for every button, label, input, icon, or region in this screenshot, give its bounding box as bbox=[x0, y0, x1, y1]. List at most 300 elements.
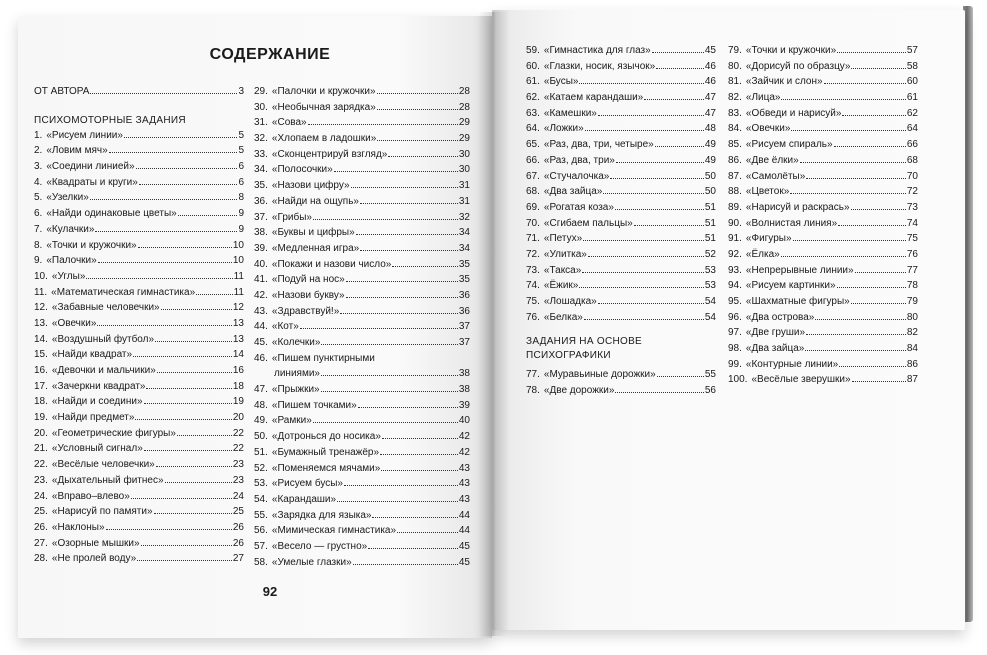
entry-text: «Шахматные фигуры» bbox=[745, 296, 850, 307]
entry-number: 5. bbox=[34, 192, 43, 204]
toc-entry[interactable] bbox=[728, 169, 918, 185]
toc-entry[interactable] bbox=[254, 429, 470, 445]
entry-page: 80 bbox=[906, 311, 918, 323]
entry-number: 96. bbox=[728, 311, 742, 323]
leader-dots bbox=[300, 328, 458, 329]
leader-dots bbox=[851, 303, 906, 304]
entry-page: 25 bbox=[232, 506, 244, 518]
entry-page: 11 bbox=[233, 270, 244, 282]
toc-entry[interactable] bbox=[728, 90, 918, 106]
toc-entry[interactable] bbox=[254, 445, 470, 461]
entry-number: 58. bbox=[254, 556, 268, 568]
toc-entry[interactable] bbox=[728, 357, 918, 373]
leader-dots bbox=[337, 501, 458, 502]
entry-page: 50 bbox=[704, 170, 716, 182]
entry-number: 8. bbox=[34, 239, 43, 251]
toc-entry[interactable] bbox=[728, 153, 918, 169]
leader-dots bbox=[124, 137, 237, 138]
leader-dots bbox=[133, 356, 232, 357]
entry-text: «Зачеркни квадрат» bbox=[51, 380, 146, 392]
toc-entry[interactable] bbox=[254, 508, 470, 524]
toc-entry[interactable] bbox=[254, 257, 470, 273]
entry-page: 44 bbox=[458, 525, 470, 537]
toc-entry[interactable] bbox=[254, 272, 470, 288]
entry-text: «Буквы и цифры» bbox=[271, 227, 355, 239]
toc-entry[interactable] bbox=[254, 288, 470, 304]
toc-entry[interactable] bbox=[728, 294, 918, 310]
entry-number: 2. bbox=[34, 145, 43, 157]
toc-entry[interactable] bbox=[728, 372, 918, 388]
entry-page: 43 bbox=[458, 493, 470, 505]
entry-page: 53 bbox=[704, 264, 716, 276]
entry-text: «Найди квадрат» bbox=[51, 349, 133, 361]
toc-entry[interactable] bbox=[34, 473, 244, 489]
entry-number: 74. bbox=[526, 280, 540, 292]
entry-page: 52 bbox=[704, 248, 716, 260]
toc-entry[interactable] bbox=[34, 206, 244, 222]
entry-number: 4. bbox=[34, 176, 43, 188]
toc-entry[interactable] bbox=[728, 184, 918, 200]
entry-page: 55 bbox=[704, 369, 716, 381]
entry-page: 43 bbox=[458, 462, 470, 474]
entry-text: «Не пролей воду» bbox=[51, 553, 137, 565]
entry-text: «Здравствуй!» bbox=[271, 305, 340, 317]
toc-entry[interactable] bbox=[34, 175, 244, 191]
toc-entry[interactable] bbox=[34, 332, 244, 348]
leader-dots bbox=[165, 482, 232, 483]
toc-entry[interactable] bbox=[254, 241, 470, 257]
leader-dots bbox=[368, 548, 458, 549]
toc-entry[interactable] bbox=[254, 382, 470, 398]
entry-page: 16 bbox=[232, 365, 244, 376]
leader-dots bbox=[135, 419, 231, 420]
entry-number: 57. bbox=[254, 540, 268, 552]
leader-dots bbox=[585, 130, 704, 131]
entry-text: «Зарядка для языка» bbox=[271, 509, 372, 521]
entry-number: 100. bbox=[728, 374, 748, 386]
toc-entry[interactable] bbox=[254, 319, 470, 335]
toc-entry[interactable] bbox=[34, 457, 244, 473]
leader-dots bbox=[141, 545, 232, 546]
toc-entry[interactable] bbox=[728, 310, 918, 326]
entry-text: «Ложки» bbox=[543, 123, 584, 135]
page-number: 92 bbox=[262, 584, 278, 599]
leader-dots bbox=[603, 193, 704, 194]
entry-page: 38 bbox=[458, 384, 470, 396]
toc-entry[interactable] bbox=[728, 200, 918, 216]
leader-dots bbox=[353, 564, 458, 565]
leader-dots bbox=[615, 392, 703, 393]
entry-number: 6. bbox=[34, 208, 43, 220]
entry-page: 72 bbox=[906, 186, 918, 198]
toc-entry[interactable] bbox=[34, 536, 244, 552]
toc-entry[interactable] bbox=[526, 247, 716, 263]
entry-number: 66. bbox=[526, 154, 540, 166]
entry-page: 45 bbox=[458, 556, 470, 568]
toc-entry[interactable] bbox=[526, 216, 716, 232]
toc-entry[interactable] bbox=[526, 137, 716, 153]
toc-entry[interactable] bbox=[254, 147, 470, 163]
entry-text: «Назови букву» bbox=[271, 289, 345, 301]
toc-entry[interactable] bbox=[34, 159, 244, 175]
entry-page: 36 bbox=[458, 289, 470, 301]
toc-entry[interactable] bbox=[34, 285, 244, 301]
toc-entry[interactable] bbox=[728, 278, 918, 294]
entry-text: «Ёжик» bbox=[543, 280, 579, 292]
entry-number: 3. bbox=[34, 161, 43, 173]
toc-entry[interactable] bbox=[254, 413, 470, 429]
leader-dots bbox=[346, 297, 458, 298]
entry-page: 78 bbox=[906, 280, 918, 292]
toc-entry[interactable] bbox=[526, 200, 716, 216]
toc-entry[interactable] bbox=[526, 278, 716, 294]
entry-text: «Катаем карандаши» bbox=[543, 92, 644, 104]
toc-entry[interactable] bbox=[254, 194, 470, 210]
leader-dots bbox=[97, 325, 231, 326]
leader-dots bbox=[652, 52, 704, 53]
leader-dots bbox=[136, 168, 238, 169]
leader-dots bbox=[616, 162, 704, 163]
entry-text: «Бумажный тренажёр» bbox=[271, 446, 380, 458]
entry-text: «Весело — грустно» bbox=[271, 540, 368, 552]
entry-text: «Контурные линии» bbox=[745, 358, 839, 370]
toc-entry[interactable] bbox=[254, 461, 470, 477]
entry-page: 73 bbox=[906, 201, 918, 213]
entry-number: 33. bbox=[254, 148, 268, 160]
leader-dots bbox=[824, 83, 906, 84]
entry-text: «Рисуем линии» bbox=[46, 129, 123, 141]
entry-number: 80. bbox=[728, 60, 742, 72]
entry-page: 49 bbox=[704, 139, 716, 151]
entry-page: 28 bbox=[458, 101, 470, 113]
entry-page: 9 bbox=[238, 223, 244, 235]
entry-page: 38 bbox=[458, 368, 470, 380]
entry-page: 42 bbox=[458, 446, 470, 458]
entry-number: 64. bbox=[526, 123, 540, 135]
toc-entry[interactable] bbox=[526, 169, 716, 185]
leader-dots bbox=[196, 294, 232, 295]
toc-entry[interactable] bbox=[34, 190, 244, 206]
entry-number: 68. bbox=[526, 186, 540, 198]
entry-number: 62. bbox=[526, 92, 540, 104]
toc-entry[interactable] bbox=[34, 489, 244, 505]
toc-entry[interactable] bbox=[728, 137, 918, 153]
toc-entry[interactable] bbox=[728, 341, 918, 357]
leader-dots bbox=[137, 560, 232, 561]
section-heading: ПСИХОМОТОРНЫЕ ЗАДАНИЯ bbox=[34, 114, 186, 126]
entry-page: 51 bbox=[704, 217, 716, 229]
toc-list bbox=[526, 367, 716, 398]
entry-text: «Улитка» bbox=[543, 248, 587, 260]
leader-dots bbox=[109, 152, 238, 153]
toc-entry[interactable] bbox=[728, 43, 918, 59]
leader-dots bbox=[851, 209, 906, 210]
toc-entry[interactable] bbox=[254, 523, 470, 539]
toc-column-3 bbox=[526, 43, 716, 399]
toc-entry[interactable] bbox=[34, 143, 244, 159]
toc-entry[interactable] bbox=[254, 398, 470, 414]
toc-entry[interactable] bbox=[254, 492, 470, 508]
entry-number: 19. bbox=[34, 412, 48, 424]
entry-text: «Полосочки» bbox=[271, 164, 333, 176]
toc-list bbox=[34, 128, 244, 567]
leader-dots bbox=[388, 156, 458, 157]
entry-text: «Рисуем картинки» bbox=[745, 280, 836, 292]
toc-entry[interactable] bbox=[254, 225, 470, 241]
toc-entry[interactable] bbox=[34, 520, 244, 536]
toc-entry[interactable] bbox=[728, 231, 918, 247]
toc-entry[interactable] bbox=[728, 263, 918, 279]
toc-entry[interactable] bbox=[254, 115, 470, 131]
toc-entry[interactable] bbox=[254, 555, 470, 571]
entry-text: «Две груши» bbox=[745, 327, 806, 339]
entry-text: «Раз, два, три» bbox=[543, 154, 615, 166]
entry-number: 93. bbox=[728, 264, 742, 276]
entry-number: 42. bbox=[254, 289, 268, 301]
toc-entry[interactable] bbox=[728, 74, 918, 90]
toc-entry[interactable] bbox=[728, 59, 918, 75]
leader-dots bbox=[90, 199, 238, 200]
entry-number: 72. bbox=[526, 248, 540, 260]
entry-text: «Мимическая гимнастика» bbox=[271, 525, 397, 537]
entry-number: 13. bbox=[34, 317, 48, 329]
toc-entry[interactable] bbox=[526, 231, 716, 247]
leader-dots bbox=[381, 470, 458, 471]
leader-dots bbox=[838, 225, 906, 226]
toc-entry[interactable] bbox=[526, 121, 716, 137]
toc-entry-46[interactable] bbox=[254, 351, 470, 382]
toc-entry[interactable] bbox=[34, 316, 244, 332]
entry-number: 44. bbox=[254, 321, 268, 333]
entry-number: 50. bbox=[254, 431, 268, 443]
entry-text: «Бусы» bbox=[543, 76, 579, 88]
entry-page: 44 bbox=[458, 509, 470, 521]
entry-number: 56. bbox=[254, 525, 268, 537]
entry-number: 92. bbox=[728, 248, 742, 260]
toc-entry[interactable] bbox=[254, 304, 470, 320]
entry-text: «Покажи и назови число» bbox=[271, 258, 392, 270]
toc-entry[interactable] bbox=[34, 441, 244, 457]
entry-number: 63. bbox=[526, 107, 540, 119]
toc-entry[interactable] bbox=[254, 131, 470, 147]
leader-dots bbox=[340, 313, 458, 314]
entry-number: 88. bbox=[728, 186, 742, 198]
leader-dots bbox=[582, 272, 704, 273]
toc-entry[interactable] bbox=[526, 74, 716, 90]
entry-text: «Овечки» bbox=[51, 317, 97, 329]
entry-number: 28. bbox=[34, 553, 48, 565]
entry-page: 49 bbox=[704, 154, 716, 166]
entry-page: 39 bbox=[458, 399, 470, 411]
toc-list bbox=[728, 43, 918, 388]
toc-entry[interactable] bbox=[34, 238, 244, 254]
toc-entry[interactable] bbox=[254, 100, 470, 116]
entry-number: 31. bbox=[254, 117, 268, 129]
page-title: СОДЕРЖАНИЕ bbox=[209, 46, 331, 63]
leader-dots bbox=[805, 350, 906, 351]
leader-dots bbox=[584, 319, 704, 320]
toc-entry[interactable] bbox=[34, 253, 244, 269]
entry-text: «Назови цифру» bbox=[271, 180, 350, 192]
toc-entry[interactable] bbox=[526, 153, 716, 169]
toc-entry[interactable] bbox=[34, 394, 244, 410]
entry-text: «Условный сигнал» bbox=[51, 443, 143, 455]
toc-entry[interactable] bbox=[526, 383, 716, 399]
leader-dots bbox=[855, 272, 906, 273]
leader-dots bbox=[351, 187, 458, 188]
toc-entry[interactable] bbox=[526, 184, 716, 200]
entry-text: «Точки и кружочки» bbox=[745, 45, 837, 56]
leader-dots bbox=[800, 162, 906, 163]
leader-dots bbox=[154, 513, 232, 514]
toc-entry[interactable] bbox=[34, 410, 244, 426]
entry-text: «Волнистая линия» bbox=[745, 217, 838, 229]
toc-entry-intro[interactable] bbox=[34, 84, 244, 100]
entry-text: «Палочки» bbox=[46, 255, 97, 267]
leader-dots bbox=[837, 287, 906, 288]
leader-dots bbox=[360, 203, 458, 204]
entry-text: ОТ АВТОРА bbox=[34, 86, 90, 97]
entry-text: «Дотронься до носика» bbox=[271, 431, 381, 443]
entry-text: «Необычная зарядка» bbox=[271, 101, 376, 113]
toc-entry[interactable] bbox=[728, 325, 918, 341]
toc-entry[interactable] bbox=[254, 178, 470, 194]
leader-dots bbox=[382, 438, 458, 439]
left-page bbox=[18, 16, 492, 638]
entry-text: «Углы» bbox=[51, 270, 86, 282]
toc-entry[interactable] bbox=[34, 347, 244, 363]
entry-page: 26 bbox=[232, 521, 244, 533]
entry-page: 79 bbox=[906, 296, 918, 307]
leader-dots bbox=[157, 372, 232, 373]
leader-dots bbox=[86, 278, 232, 279]
entry-page: 13 bbox=[232, 317, 244, 329]
entry-number: 7. bbox=[34, 223, 43, 235]
entry-text: «Соедини линией» bbox=[46, 161, 135, 173]
entry-page: 42 bbox=[458, 431, 470, 443]
entry-number: 27. bbox=[34, 537, 48, 549]
toc-entry[interactable] bbox=[728, 121, 918, 137]
toc-entry[interactable] bbox=[728, 247, 918, 263]
entry-number: 47. bbox=[254, 384, 268, 396]
toc-entry[interactable] bbox=[254, 476, 470, 492]
entry-text: «Два острова» bbox=[745, 311, 815, 323]
entry-text: «Камешки» bbox=[543, 107, 597, 119]
leader-dots bbox=[321, 344, 457, 345]
entry-page: 31 bbox=[458, 180, 470, 192]
entry-page: 31 bbox=[458, 195, 470, 207]
entry-page: 13 bbox=[232, 333, 244, 345]
toc-entry[interactable] bbox=[34, 379, 244, 395]
entry-text: «Хлопаем в ладошки» bbox=[271, 133, 377, 145]
leader-dots bbox=[598, 115, 704, 116]
entry-number: 79. bbox=[728, 45, 742, 56]
toc-entry[interactable] bbox=[254, 210, 470, 226]
entry-number: 55. bbox=[254, 509, 268, 521]
toc-entry[interactable] bbox=[526, 367, 716, 383]
toc-entry[interactable] bbox=[34, 222, 244, 238]
toc-entry[interactable] bbox=[526, 294, 716, 310]
leader-dots bbox=[588, 256, 704, 257]
entry-text: «Дыхательный фитнес» bbox=[51, 474, 164, 486]
toc-entry[interactable] bbox=[34, 128, 244, 144]
toc-entry[interactable] bbox=[254, 335, 470, 351]
entry-page: 37 bbox=[458, 321, 470, 333]
toc-entry[interactable] bbox=[34, 551, 244, 567]
entry-number: 82. bbox=[728, 92, 742, 104]
entry-page: 54 bbox=[704, 296, 716, 307]
entry-number: 48. bbox=[254, 399, 268, 411]
entry-page: 62 bbox=[906, 107, 918, 119]
entry-number: 60. bbox=[526, 60, 540, 72]
toc-entry[interactable] bbox=[254, 84, 470, 100]
toc-entry[interactable] bbox=[526, 263, 716, 279]
leader-dots bbox=[334, 171, 458, 172]
entry-page: 14 bbox=[232, 349, 244, 361]
toc-entry[interactable] bbox=[526, 90, 716, 106]
entry-page: 46 bbox=[704, 76, 716, 88]
entry-number: 85. bbox=[728, 139, 742, 151]
entry-number: 18. bbox=[34, 396, 48, 408]
entry-page: 82 bbox=[906, 327, 918, 339]
entry-page: 30 bbox=[458, 148, 470, 160]
entry-text: «Две ёлки» bbox=[745, 154, 799, 166]
entry-text: «Узелки» bbox=[46, 192, 89, 204]
toc-entry[interactable] bbox=[728, 106, 918, 122]
toc-entry[interactable] bbox=[526, 59, 716, 75]
entry-page: 37 bbox=[458, 337, 470, 348]
entry-page: 60 bbox=[906, 76, 918, 88]
entry-number: 84. bbox=[728, 123, 742, 135]
entry-text: «Точки и кружочки» bbox=[46, 239, 137, 251]
entry-number: 78. bbox=[526, 385, 540, 397]
toc-entry[interactable] bbox=[254, 162, 470, 178]
entry-number: 83. bbox=[728, 107, 742, 119]
leader-dots bbox=[839, 366, 906, 367]
entry-text: «Муравьиные дорожки» bbox=[543, 369, 656, 381]
toc-entry[interactable] bbox=[34, 363, 244, 379]
toc-entry[interactable] bbox=[34, 300, 244, 316]
entry-number: 41. bbox=[254, 274, 268, 286]
entry-number: 69. bbox=[526, 201, 540, 213]
entry-page: 12 bbox=[232, 302, 244, 314]
entry-page: 27 bbox=[232, 553, 244, 565]
leader-dots bbox=[98, 262, 232, 263]
entry-page: 5 bbox=[238, 145, 244, 157]
toc-entry[interactable] bbox=[526, 310, 716, 326]
entry-page: 45 bbox=[704, 45, 716, 56]
entry-number: 52. bbox=[254, 462, 268, 474]
entry-text: «Прыжки» bbox=[271, 384, 320, 396]
entry-text: «Сгибаем пальцы» bbox=[543, 217, 633, 229]
toc-entry[interactable] bbox=[34, 426, 244, 442]
entry-page: 30 bbox=[458, 164, 470, 176]
leader-dots bbox=[610, 178, 704, 179]
leader-dots bbox=[806, 334, 906, 335]
toc-entry[interactable] bbox=[34, 269, 244, 285]
toc-entry[interactable] bbox=[526, 106, 716, 122]
toc-entry[interactable] bbox=[34, 504, 244, 520]
leader-dots bbox=[380, 454, 458, 455]
toc-entry[interactable] bbox=[526, 43, 716, 59]
leader-dots bbox=[377, 109, 458, 110]
entry-text: «Два зайца» bbox=[543, 186, 603, 198]
toc-entry[interactable] bbox=[728, 216, 918, 232]
leader-dots bbox=[397, 532, 458, 533]
entry-number: 86. bbox=[728, 154, 742, 166]
entry-number: 59. bbox=[526, 45, 540, 56]
toc-entry[interactable] bbox=[254, 539, 470, 555]
